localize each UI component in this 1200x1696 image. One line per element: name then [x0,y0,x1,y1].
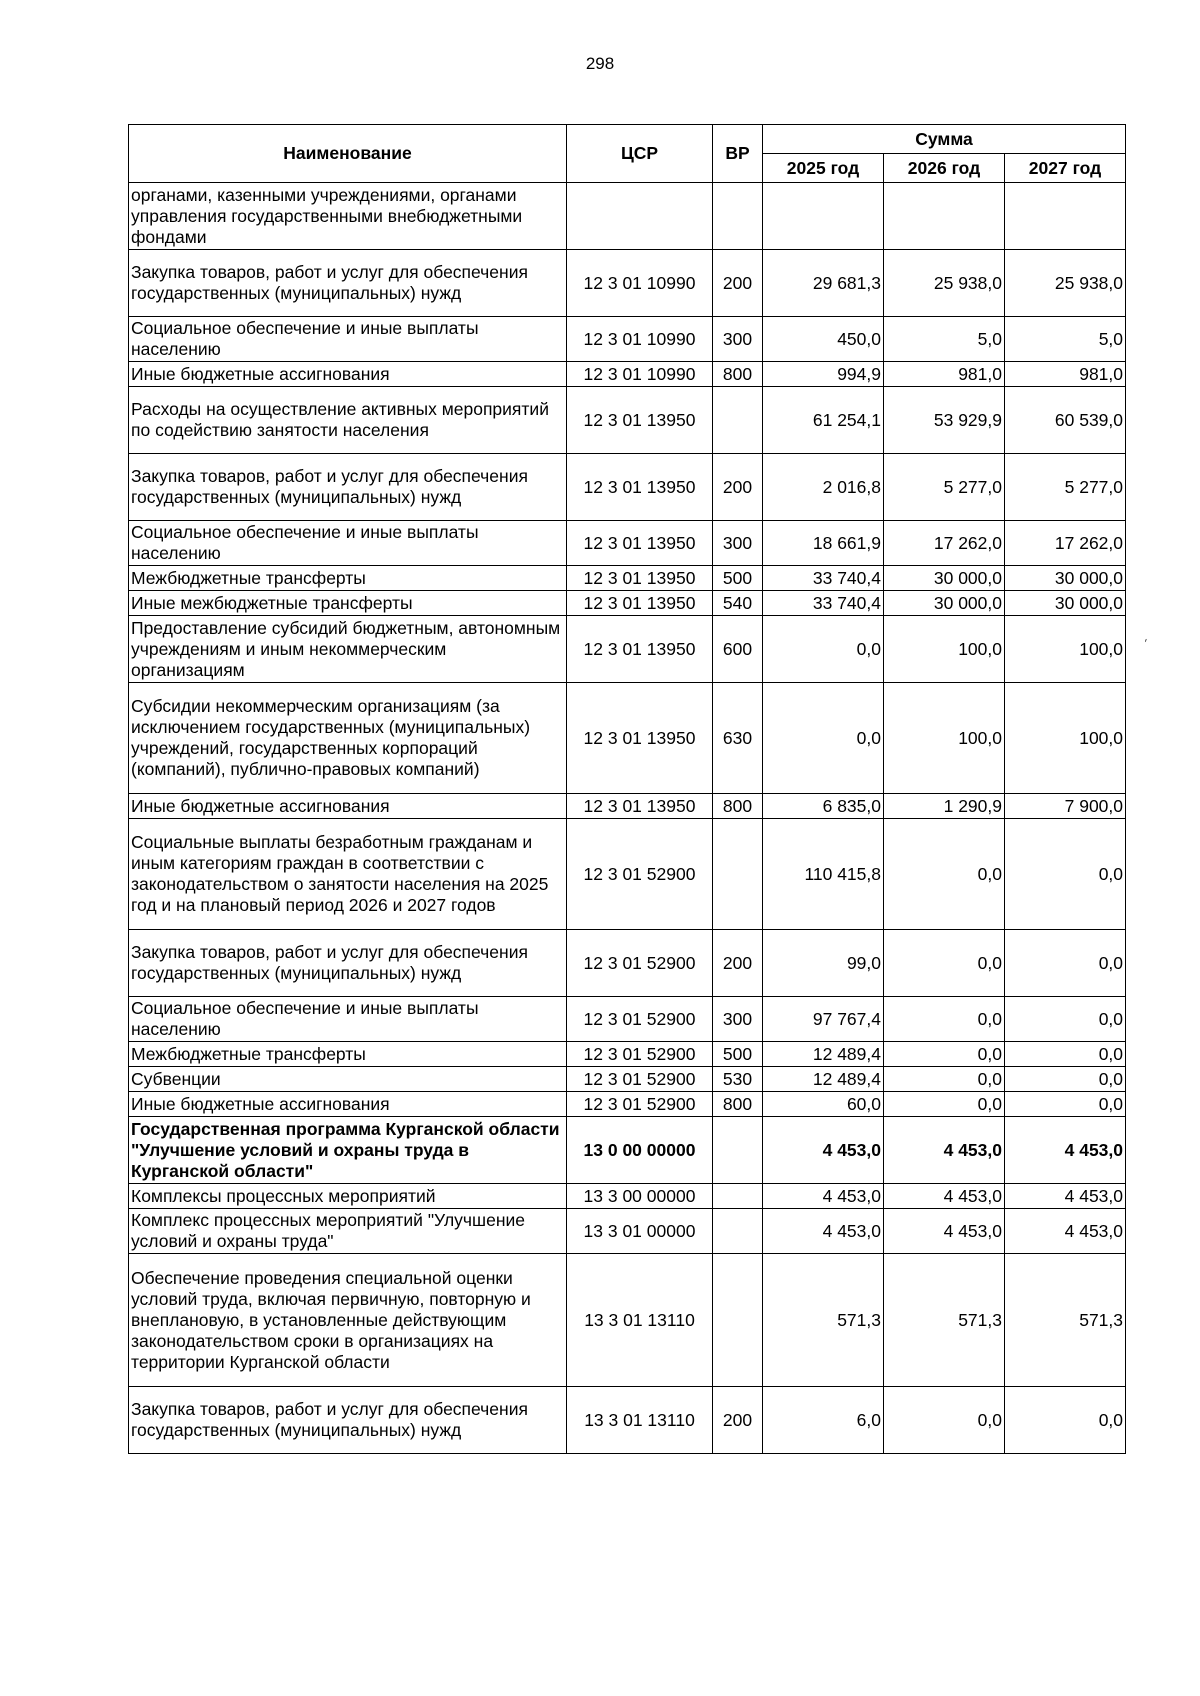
cell-name: Социальное обеспечение и иные выплаты населению [129,317,567,362]
cell-2027: 17 262,0 [1005,521,1126,566]
cell-2027: 25 938,0 [1005,250,1126,317]
cell-vr: 800 [713,362,763,387]
cell-name: Субвенции [129,1067,567,1092]
cell-2027: 0,0 [1005,1092,1126,1117]
cell-name: Иные бюджетные ассигнования [129,1092,567,1117]
cell-vr: 300 [713,997,763,1042]
cell-csr: 12 3 01 10990 [567,362,713,387]
cell-2025 [763,183,884,250]
cell-vr: 600 [713,616,763,683]
header-sum: Сумма [763,125,1126,154]
table-row [129,317,1126,362]
cell-vr [713,1184,763,1209]
cell-vr: 300 [713,521,763,566]
cell-csr: 12 3 01 13950 [567,616,713,683]
header-csr: ЦСР [567,125,713,183]
cell-name: Комплексы процессных мероприятий [129,1184,567,1209]
cell-2026: 5,0 [884,317,1005,362]
cell-2026: 0,0 [884,1092,1005,1117]
cell-2026: 981,0 [884,362,1005,387]
cell-2025: 450,0 [763,317,884,362]
cell-2027 [1005,183,1126,250]
cell-csr: 12 3 01 52900 [567,1067,713,1092]
table-row [129,183,1126,250]
cell-vr: 630 [713,683,763,794]
cell-name: Субсидии некоммерческим организациям (за исключением государственных (муниципальных) учреждений, государственных корпораций (компаний), публично-правовых компаний) [129,683,567,794]
table-header [129,125,1126,183]
cell-2025: 2 016,8 [763,454,884,521]
cell-2025: 571,3 [763,1254,884,1387]
cell-2025: 12 489,4 [763,1042,884,1067]
cell-2027: 0,0 [1005,930,1126,997]
cell-2026: 100,0 [884,616,1005,683]
table-body [129,183,1126,1454]
cell-2027: 4 453,0 [1005,1184,1126,1209]
cell-2025: 6,0 [763,1387,884,1454]
header-year-2026: 2026 год [884,154,1005,183]
cell-name: Закупка товаров, работ и услуг для обеспечения государственных (муниципальных) нужд [129,930,567,997]
cell-csr: 12 3 01 52900 [567,997,713,1042]
table-row [129,1254,1126,1387]
cell-2026: 53 929,9 [884,387,1005,454]
cell-2026: 0,0 [884,930,1005,997]
cell-2026: 0,0 [884,997,1005,1042]
cell-2025: 33 740,4 [763,566,884,591]
cell-vr: 300 [713,317,763,362]
cell-name: Комплекс процессных мероприятий "Улучшение условий и охраны труда" [129,1209,567,1254]
cell-name: Социальное обеспечение и иные выплаты населению [129,521,567,566]
cell-vr: 200 [713,454,763,521]
cell-2025: 33 740,4 [763,591,884,616]
cell-2025: 6 835,0 [763,794,884,819]
cell-csr: 12 3 01 13950 [567,683,713,794]
cell-2025: 4 453,0 [763,1209,884,1254]
cell-2025: 60,0 [763,1092,884,1117]
cell-2025: 29 681,3 [763,250,884,317]
cell-vr: 800 [713,794,763,819]
cell-name: Межбюджетные трансферты [129,1042,567,1067]
cell-csr: 12 3 01 13950 [567,387,713,454]
cell-vr [713,819,763,930]
cell-2025: 4 453,0 [763,1117,884,1184]
cell-name: Иные межбюджетные трансферты [129,591,567,616]
cell-vr: 540 [713,591,763,616]
cell-name: Социальное обеспечение и иные выплаты населению [129,997,567,1042]
cell-csr: 12 3 01 52900 [567,1042,713,1067]
cell-2025: 18 661,9 [763,521,884,566]
cell-2027: 4 453,0 [1005,1209,1126,1254]
cell-2025: 12 489,4 [763,1067,884,1092]
table-row [129,454,1126,521]
cell-2027: 7 900,0 [1005,794,1126,819]
table-row [129,1184,1126,1209]
cell-vr: 800 [713,1092,763,1117]
cell-name: Закупка товаров, работ и услуг для обеспечения государственных (муниципальных) нужд [129,1387,567,1454]
cell-csr: 13 3 01 13110 [567,1387,713,1454]
cell-csr: 12 3 01 52900 [567,819,713,930]
cell-vr: 530 [713,1067,763,1092]
cell-2027: 30 000,0 [1005,591,1126,616]
cell-csr: 12 3 01 52900 [567,930,713,997]
header-vr: ВР [713,125,763,183]
cell-vr: 200 [713,1387,763,1454]
cell-name: Межбюджетные трансферты [129,566,567,591]
table-row [129,1117,1126,1184]
cell-vr: 200 [713,930,763,997]
cell-2027: 0,0 [1005,1387,1126,1454]
cell-2025: 110 415,8 [763,819,884,930]
table-row [129,997,1126,1042]
table-row [129,387,1126,454]
cell-csr: 13 3 00 00000 [567,1184,713,1209]
table-row [129,1209,1126,1254]
header-year-2027: 2027 год [1005,154,1126,183]
cell-2026: 100,0 [884,683,1005,794]
table-row [129,683,1126,794]
cell-name: Иные бюджетные ассигнования [129,794,567,819]
cell-name: органами, казенными учреждениями, органами управления государственными внебюджетными фондами [129,183,567,250]
page-number: 298 [585,54,615,73]
cell-2026: 0,0 [884,819,1005,930]
table-row [129,521,1126,566]
cell-name: Закупка товаров, работ и услуг для обеспечения государственных (муниципальных) нужд [129,454,567,521]
cell-name: Расходы на осуществление активных мероприятий по содействию занятости населения [129,387,567,454]
header-year-2025: 2025 год [763,154,884,183]
cell-csr: 13 3 01 00000 [567,1209,713,1254]
cell-2026: 4 453,0 [884,1209,1005,1254]
cell-vr [713,1209,763,1254]
cell-2026: 30 000,0 [884,591,1005,616]
cell-vr: 500 [713,1042,763,1067]
cell-2027: 30 000,0 [1005,566,1126,591]
table-row [129,794,1126,819]
budget-table [128,124,1126,1454]
cell-2027: 981,0 [1005,362,1126,387]
cell-csr: 12 3 01 13950 [567,794,713,819]
table-row [129,1067,1126,1092]
cell-2025: 4 453,0 [763,1184,884,1209]
cell-name: Предоставление субсидий бюджетным, автономным учреждениям и иным некоммерческим организациям [129,616,567,683]
cell-2027: 0,0 [1005,997,1126,1042]
cell-2027: 60 539,0 [1005,387,1126,454]
cell-2027: 0,0 [1005,1042,1126,1067]
cell-csr: 12 3 01 13950 [567,591,713,616]
cell-2027: 571,3 [1005,1254,1126,1387]
cell-2026: 5 277,0 [884,454,1005,521]
cell-2026: 0,0 [884,1387,1005,1454]
cell-name: Иные бюджетные ассигнования [129,362,567,387]
table-row [129,616,1126,683]
cell-csr: 12 3 01 52900 [567,1092,713,1117]
cell-vr [713,387,763,454]
cell-2026: 1 290,9 [884,794,1005,819]
cell-csr: 12 3 01 13950 [567,454,713,521]
table-row [129,819,1126,930]
table-row [129,362,1126,387]
table-row [129,1042,1126,1067]
cell-csr: 12 3 01 13950 [567,521,713,566]
header-name: Наименование [129,125,567,183]
table-row [129,566,1126,591]
table-row [129,930,1126,997]
cell-vr: 200 [713,250,763,317]
cell-vr: 500 [713,566,763,591]
cell-2026: 0,0 [884,1042,1005,1067]
cell-csr [567,183,713,250]
cell-name: Закупка товаров, работ и услуг для обеспечения государственных (муниципальных) нужд [129,250,567,317]
cell-2027: 0,0 [1005,819,1126,930]
cell-csr: 12 3 01 10990 [567,317,713,362]
cell-2026: 17 262,0 [884,521,1005,566]
cell-name: Государственная программа Курганской области "Улучшение условий и охраны труда в Курганской области" [129,1117,567,1184]
cell-2026: 571,3 [884,1254,1005,1387]
cell-vr [713,183,763,250]
cell-2027: 100,0 [1005,683,1126,794]
cell-csr: 13 0 00 00000 [567,1117,713,1184]
cell-vr [713,1254,763,1387]
cell-vr [713,1117,763,1184]
cell-2025: 0,0 [763,683,884,794]
cell-csr: 13 3 01 13110 [567,1254,713,1387]
table-row [129,250,1126,317]
table-row [129,1387,1126,1454]
cell-name: Обеспечение проведения специальной оценки условий труда, включая первичную, повторную и внеплановую, в установленные действующим законодательством сроки в организациях на территории Курганской области [129,1254,567,1387]
cell-csr: 12 3 01 10990 [567,250,713,317]
cell-2027: 0,0 [1005,1067,1126,1092]
cell-2027: 5,0 [1005,317,1126,362]
cell-2025: 97 767,4 [763,997,884,1042]
cell-2026: 4 453,0 [884,1184,1005,1209]
cell-2027: 4 453,0 [1005,1117,1126,1184]
cell-2026: 25 938,0 [884,250,1005,317]
cell-2025: 994,9 [763,362,884,387]
cell-2025: 99,0 [763,930,884,997]
cell-2025: 61 254,1 [763,387,884,454]
cell-csr: 12 3 01 13950 [567,566,713,591]
cell-2026 [884,183,1005,250]
cell-2026: 0,0 [884,1067,1005,1092]
cell-2026: 4 453,0 [884,1117,1005,1184]
table-row [129,591,1126,616]
cell-2026: 30 000,0 [884,566,1005,591]
stray-pen-mark: ´ [1142,635,1155,653]
cell-name: Социальные выплаты безработным гражданам и иным категориям граждан в соответствии с законодательством о занятости населения на 2025 год и на плановый период 2026 и 2027 годов [129,819,567,930]
table-row [129,1092,1126,1117]
cell-2027: 100,0 [1005,616,1126,683]
cell-2025: 0,0 [763,616,884,683]
cell-2027: 5 277,0 [1005,454,1126,521]
